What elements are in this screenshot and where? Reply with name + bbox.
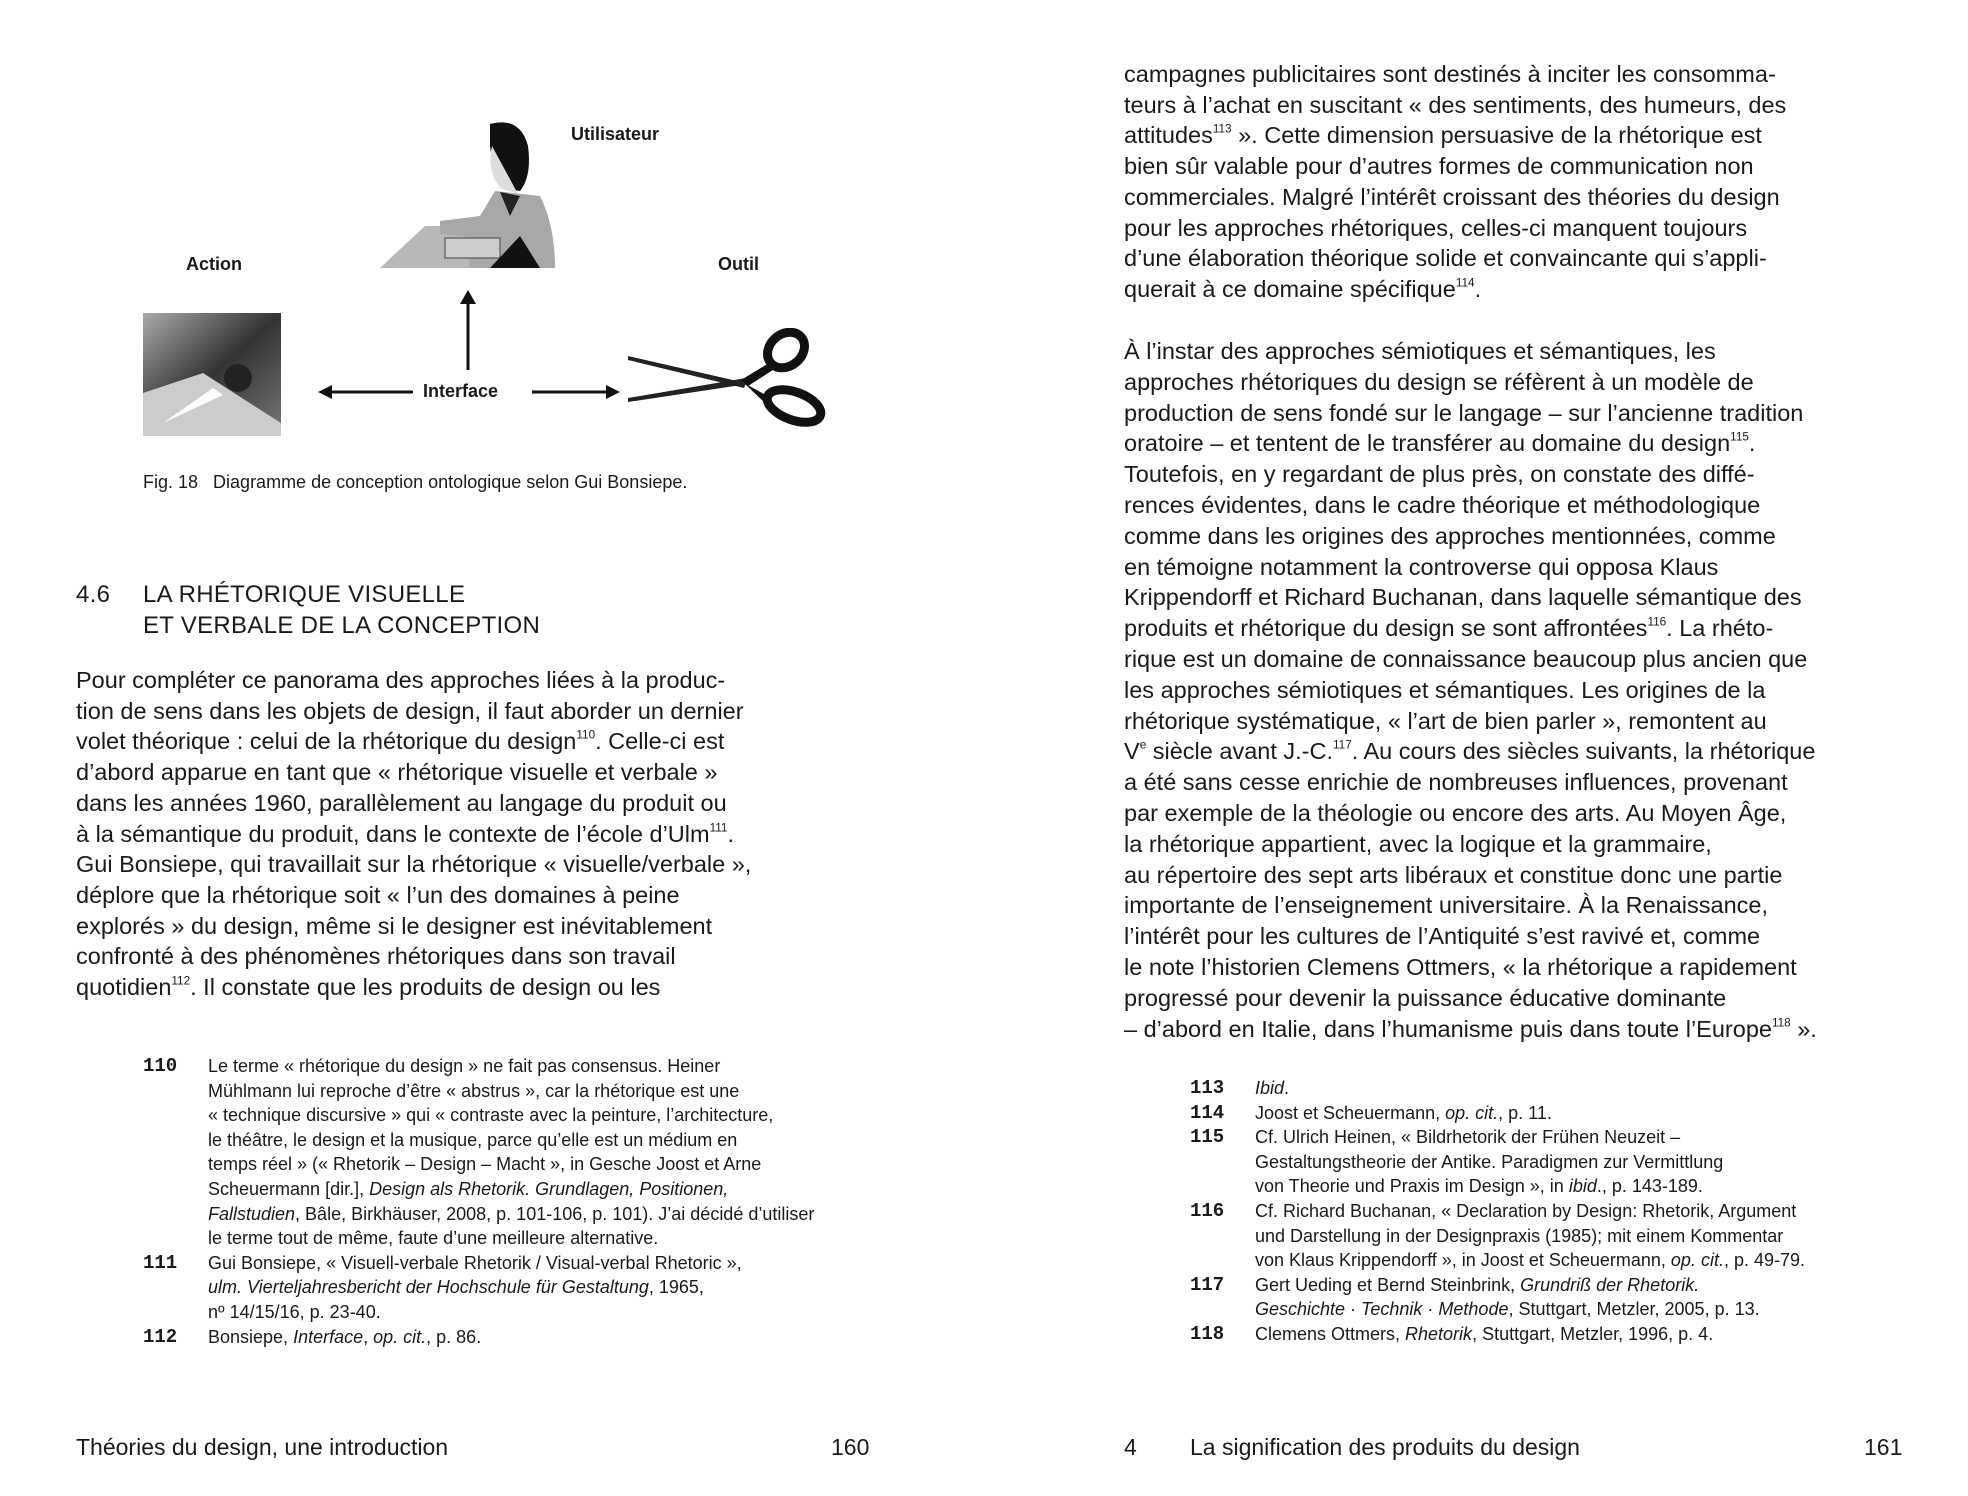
text-run: . xyxy=(1284,1078,1290,1098)
text-run: approches rhétoriques du design se réfèrent à un modèle de xyxy=(1124,368,1754,395)
body-line xyxy=(1124,582,1802,612)
footnote-line xyxy=(208,1103,773,1127)
text-run: rique est un domaine de connaissance beaucoup plus ancien que xyxy=(1124,646,1808,672)
footnote-line xyxy=(1255,1150,1723,1174)
text-run: confronté à des phénomènes rhétoriques dans son travail xyxy=(76,943,676,970)
text-run: production de sens fondé sur le langage – sur l’ancienne tradition xyxy=(1124,399,1804,426)
footnote-number: 112 xyxy=(143,1325,178,1348)
text-run: la rhétorique appartient, avec la logique et la grammaire, xyxy=(1124,830,1712,857)
arrow-up-icon xyxy=(455,290,481,372)
body-line xyxy=(1124,59,1776,89)
italic-text: Interface xyxy=(293,1326,364,1347)
text-run: Scheuermann [dir.], xyxy=(208,1179,370,1199)
footnote-line xyxy=(208,1275,704,1299)
italic-text: op. cit. xyxy=(1445,1102,1499,1123)
text-run: Clemens Ottmers, xyxy=(1255,1324,1406,1344)
footnote-line xyxy=(1255,1125,1680,1149)
body-line xyxy=(1124,921,1760,951)
figure-caption xyxy=(143,472,687,493)
footnote-reference[interactable]: 111 xyxy=(709,820,728,834)
body-line xyxy=(76,726,724,756)
body-line xyxy=(1124,829,1712,859)
text-run: querait à ce domaine spécifique xyxy=(1124,275,1456,302)
text-run: comme dans les origines des approches mentionnées, comme xyxy=(1124,522,1776,549)
text-run: tion de sens dans les objets de design, il faut aborder un dernier xyxy=(76,697,744,724)
text-run: siècle avant J.-C. xyxy=(1146,738,1333,765)
body-line xyxy=(76,757,717,787)
running-title-right: La signification des produits du design xyxy=(1190,1434,1580,1460)
footnote-line xyxy=(208,1177,728,1201)
text-run: campagnes publicitaires sont destinés à inciter les consomma- xyxy=(1124,61,1776,87)
text-run: « technique discursive » qui « contraste avec la peinture, l’architecture, xyxy=(208,1105,774,1126)
label-tool: Outil xyxy=(718,254,759,274)
running-title-left: Théories du design, une introduction xyxy=(76,1434,449,1460)
body-line xyxy=(1124,552,1718,582)
footnote-number: 111 xyxy=(143,1251,178,1274)
text-run: , p. 49-79. xyxy=(1723,1250,1806,1271)
footnote-line xyxy=(1255,1076,1289,1100)
italic-text: op. cit. xyxy=(373,1326,427,1347)
text-run: , p. 11. xyxy=(1498,1102,1552,1123)
body-line xyxy=(1124,736,1815,766)
footnote-reference[interactable]: 118 xyxy=(1771,1016,1791,1030)
footnote-number: 110 xyxy=(143,1055,178,1077)
body-line xyxy=(1124,336,1716,366)
text-run: volet théorique : celui de la rhétorique du design xyxy=(76,728,577,755)
italic-text: Fallstudien xyxy=(208,1203,296,1224)
text-run: progressé pour devenir la puissance éducative dominante xyxy=(1124,984,1727,1011)
text-run: d’une élaboration théorique solide et convaincante qui s’appli- xyxy=(1124,245,1767,272)
text-run: Bonsiepe, xyxy=(208,1326,294,1347)
label-interface: Interface xyxy=(423,381,499,401)
footnote-line xyxy=(1255,1273,1699,1297)
text-run: , 1965, xyxy=(648,1277,704,1298)
body-line xyxy=(76,911,712,941)
text-run: . xyxy=(1748,430,1756,457)
italic-text: Ibid xyxy=(1255,1078,1285,1098)
text-run: dans les années 1960, parallèlement au langage du produit ou xyxy=(76,789,727,816)
footnote-reference[interactable]: 110 xyxy=(576,728,596,742)
text-run: nº 14/15/16, p. 23-40. xyxy=(208,1302,381,1322)
body-line xyxy=(76,819,734,849)
text-run: temps réel » (« Rhetorik – Design – Macht », in Gesche Joost et Arne xyxy=(208,1154,762,1175)
text-run: ». xyxy=(1790,1015,1817,1042)
text-run: commerciales. Malgré l’intérêt croissant des théories du design xyxy=(1124,183,1780,210)
body-line xyxy=(76,972,660,1002)
text-run: . xyxy=(1474,275,1482,302)
footnote-line xyxy=(208,1079,739,1103)
footnote-line xyxy=(208,1226,658,1250)
text-run: en témoigne notamment la controverse qui opposa Klaus xyxy=(1124,553,1719,580)
text-run: ., p. 143-189. xyxy=(1596,1176,1703,1197)
italic-text: ibid xyxy=(1568,1176,1597,1197)
text-run: Mühlmann lui reproche d’être « abstrus », car la rhétorique est une xyxy=(208,1080,740,1101)
footnote-line xyxy=(208,1128,737,1152)
body-line xyxy=(1124,675,1765,705)
body-line xyxy=(1124,767,1788,797)
body-line xyxy=(1124,367,1754,397)
footnote-line xyxy=(208,1325,481,1349)
body-line xyxy=(76,788,727,818)
text-run: . La rhéto- xyxy=(1666,615,1774,642)
scissors-illustration xyxy=(626,328,826,428)
section-title-line2: ET VERBALE DE LA CONCEPTION xyxy=(143,612,541,639)
footnote-line xyxy=(208,1300,381,1324)
action-photo xyxy=(143,313,281,436)
footnote-reference[interactable]: 112 xyxy=(171,974,191,988)
text-run: Le terme « rhétorique du design » ne fait pas consensus. Heiner xyxy=(208,1056,721,1076)
user-illustration xyxy=(370,116,560,271)
text-run: le terme tout de même, faute d’une meilleure alternative. xyxy=(208,1228,659,1249)
text-run: Cf. Richard Buchanan, « Declaration by Design: Rhetorik, Argument xyxy=(1255,1201,1797,1221)
text-run: attitudes xyxy=(1124,122,1213,149)
text-run: Gestaltungstheorie der Antike. Paradigmen zur Vermittlung xyxy=(1255,1151,1724,1172)
label-user: Utilisateur xyxy=(571,124,660,144)
text-run: par exemple de la théologie ou encore des arts. Au Moyen Âge, xyxy=(1124,800,1787,826)
body-line xyxy=(1124,521,1776,551)
caption-number: Fig. 18 xyxy=(143,472,199,492)
footnote-number: 117 xyxy=(1190,1273,1225,1296)
footnote-line xyxy=(1255,1248,1805,1272)
text-run: rences évidentes, dans le cadre théorique et méthodologique xyxy=(1124,492,1761,518)
italic-text: Geschichte · Technik · Methode xyxy=(1255,1299,1509,1320)
body-line xyxy=(76,880,680,910)
body-line xyxy=(1124,490,1760,520)
footnote-line xyxy=(208,1251,742,1275)
text-run: explorés » du design, même si le designer est inévitablement xyxy=(76,912,713,939)
footnote-reference[interactable]: 117 xyxy=(1333,738,1352,752)
text-run: von Theorie und Praxis im Design », in xyxy=(1255,1176,1569,1197)
body-line xyxy=(1124,274,1481,304)
text-run: , xyxy=(363,1326,374,1347)
body-line xyxy=(1124,860,1782,890)
body-line xyxy=(1124,952,1797,982)
italic-text: Grundriß der Rhetorik. xyxy=(1520,1274,1700,1295)
footnote-line xyxy=(208,1152,761,1176)
text-run: . Au cours des siècles suivants, la rhétorique xyxy=(1351,738,1816,765)
footnote-line xyxy=(208,1202,814,1226)
text-run: le note l’historien Clemens Ottmers, « la rhétorique a rapidement xyxy=(1124,954,1797,980)
text-run: l’intérêt pour les cultures de l’Antiquité s’est ravivé et, comme xyxy=(1124,923,1761,950)
footnote-line xyxy=(1255,1224,1783,1248)
body-line xyxy=(1124,90,1786,120)
text-run: au répertoire des sept arts libéraux et constitue donc une partie xyxy=(1124,861,1783,888)
section-number: 4.6 xyxy=(76,581,111,608)
italic-text: Design als Rhetorik. Grundlagen, Positionen, xyxy=(369,1179,729,1199)
text-run: d’abord apparue en tant que « rhétorique visuelle et verbale » xyxy=(76,759,718,786)
text-run: Toutefois, en y regardant de plus près, on constate des diffé- xyxy=(1124,461,1755,488)
body-line xyxy=(1124,428,1755,458)
footnote-reference[interactable]: 116 xyxy=(1647,615,1667,629)
text-run: bien sûr valable pour d’autres formes de communication non xyxy=(1124,153,1754,180)
text-run: Gui Bonsiepe, « Visuell-verbale Rhetorik / Visual-verbal Rhetoric », xyxy=(208,1252,742,1273)
label-action: Action xyxy=(186,254,242,274)
footnote-line xyxy=(1255,1199,1796,1223)
text-run: les approches sémiotiques et sémantiques. Les origines de la xyxy=(1124,676,1766,703)
text-run: , p. 86. xyxy=(426,1326,482,1347)
body-line xyxy=(1124,706,1767,736)
arrow-left-icon xyxy=(318,382,413,402)
text-run: produits et rhétorique du design se sont affrontées xyxy=(1124,615,1648,642)
footnote-reference[interactable]: 115 xyxy=(1730,430,1749,444)
body-line xyxy=(1124,398,1803,428)
text-run: und Darstellung in der Designpraxis (1985); mit einem Kommentar xyxy=(1255,1225,1784,1246)
footnote-number: 118 xyxy=(1190,1323,1225,1345)
text-run: , Stuttgart, Metzler, 1996, p. 4. xyxy=(1472,1324,1714,1344)
text-run: oratoire – et tentent de le transférer au domaine du design xyxy=(1124,430,1731,457)
body-line xyxy=(1124,890,1768,920)
body-line xyxy=(1124,1014,1817,1044)
page-number-right: 161 xyxy=(1864,1434,1903,1460)
text-run: à la sémantique du produit, dans le contexte de l’école d’Ulm xyxy=(76,820,710,847)
text-run: importante de l’enseignement universitaire. À la Renaissance, xyxy=(1124,892,1768,919)
text-run: , Stuttgart, Metzler, 2005, p. 13. xyxy=(1508,1299,1760,1320)
italic-text: ulm. Vierteljahresbericht der Hochschule für Gestaltung xyxy=(208,1277,649,1298)
footnote-reference[interactable]: e xyxy=(1139,738,1147,752)
chapter-number: 4 xyxy=(1124,1434,1137,1460)
arrow-right-icon xyxy=(532,382,620,402)
footnote-number: 114 xyxy=(1190,1101,1225,1124)
text-run: le théâtre, le design et la musique, parce qu’elle est un médium en xyxy=(208,1129,738,1150)
body-line xyxy=(76,696,744,726)
text-run: rhétorique systématique, « l’art de bien parler », remontent au xyxy=(1124,707,1767,734)
body-line xyxy=(76,849,751,879)
body-line xyxy=(1124,613,1773,643)
footnote-line xyxy=(1255,1297,1760,1321)
body-line xyxy=(1124,983,1726,1013)
text-run: pour les approches rhétoriques, celles-ci manquent toujours xyxy=(1124,214,1748,241)
text-run: À l’instar des approches sémiotiques et sémantiques, les xyxy=(1124,338,1716,364)
body-line xyxy=(1124,459,1755,489)
section-title-line1: LA RHÉTORIQUE VISUELLE xyxy=(143,581,466,608)
footnote-line xyxy=(208,1054,720,1078)
text-run: V xyxy=(1124,738,1140,765)
text-run: Pour compléter ce panorama des approches liées à la produc- xyxy=(76,667,726,693)
body-line xyxy=(1124,213,1747,243)
footnote-reference[interactable]: 114 xyxy=(1455,276,1475,290)
footnote-line xyxy=(1255,1174,1703,1198)
text-run: , Bâle, Birkhäuser, 2008, p. 101-106, p. 101). J’ai décidé d’utiliser xyxy=(295,1203,815,1224)
text-run: . xyxy=(727,820,734,847)
text-run: Gui Bonsiepe, qui travaillait sur la rhétorique « visuelle/verbale », xyxy=(76,851,752,878)
body-line xyxy=(1124,120,1762,150)
text-run: déplore que la rhétorique soit « l’un des domaines à peine xyxy=(76,881,680,908)
text-run: teurs à l’achat en suscitant « des sentiments, des humeurs, des xyxy=(1124,91,1787,118)
text-run: . Celle-ci est xyxy=(595,728,725,755)
italic-text: Rhetorik xyxy=(1405,1324,1473,1344)
body-line xyxy=(1124,644,1807,674)
footnote-number: 113 xyxy=(1190,1077,1225,1099)
text-run: ». Cette dimension persuasive de la rhétorique est xyxy=(1231,122,1762,149)
text-run: . Il constate que les produits de design ou les xyxy=(190,974,661,1000)
footnote-line xyxy=(1255,1322,1713,1346)
text-run: von Klaus Krippendorff », in Joost et Scheuermann, xyxy=(1255,1250,1671,1271)
footnote-number: 115 xyxy=(1190,1126,1225,1149)
text-run: Krippendorff et Richard Buchanan, dans laquelle sémantique des xyxy=(1124,584,1802,611)
caption-text: Diagramme de conception ontologique selon Gui Bonsiepe. xyxy=(213,472,688,492)
body-line xyxy=(1124,243,1767,273)
text-run: quotidien xyxy=(76,974,172,1000)
body-line xyxy=(1124,151,1754,181)
text-run: a été sans cesse enrichie de nombreuses influences, provenant xyxy=(1124,769,1788,796)
italic-text: op. cit. xyxy=(1670,1250,1724,1271)
body-line xyxy=(1124,182,1780,212)
body-line xyxy=(76,941,676,971)
text-run: – d’abord en Italie, dans l’humanisme puis dans toute l’Europe xyxy=(1124,1015,1772,1042)
text-run: Cf. Ulrich Heinen, « Bildrhetorik der Frühen Neuzeit – xyxy=(1255,1127,1681,1148)
text-run: Joost et Scheuermann, xyxy=(1255,1102,1446,1123)
text-run: Gert Ueding et Bernd Steinbrink, xyxy=(1255,1274,1521,1295)
footnote-number: 116 xyxy=(1190,1200,1225,1222)
footnote-reference[interactable]: 113 xyxy=(1212,122,1232,136)
page-number-left: 160 xyxy=(831,1434,870,1460)
footnote-line xyxy=(1255,1101,1552,1125)
body-line xyxy=(1124,798,1786,828)
body-line xyxy=(76,665,725,695)
